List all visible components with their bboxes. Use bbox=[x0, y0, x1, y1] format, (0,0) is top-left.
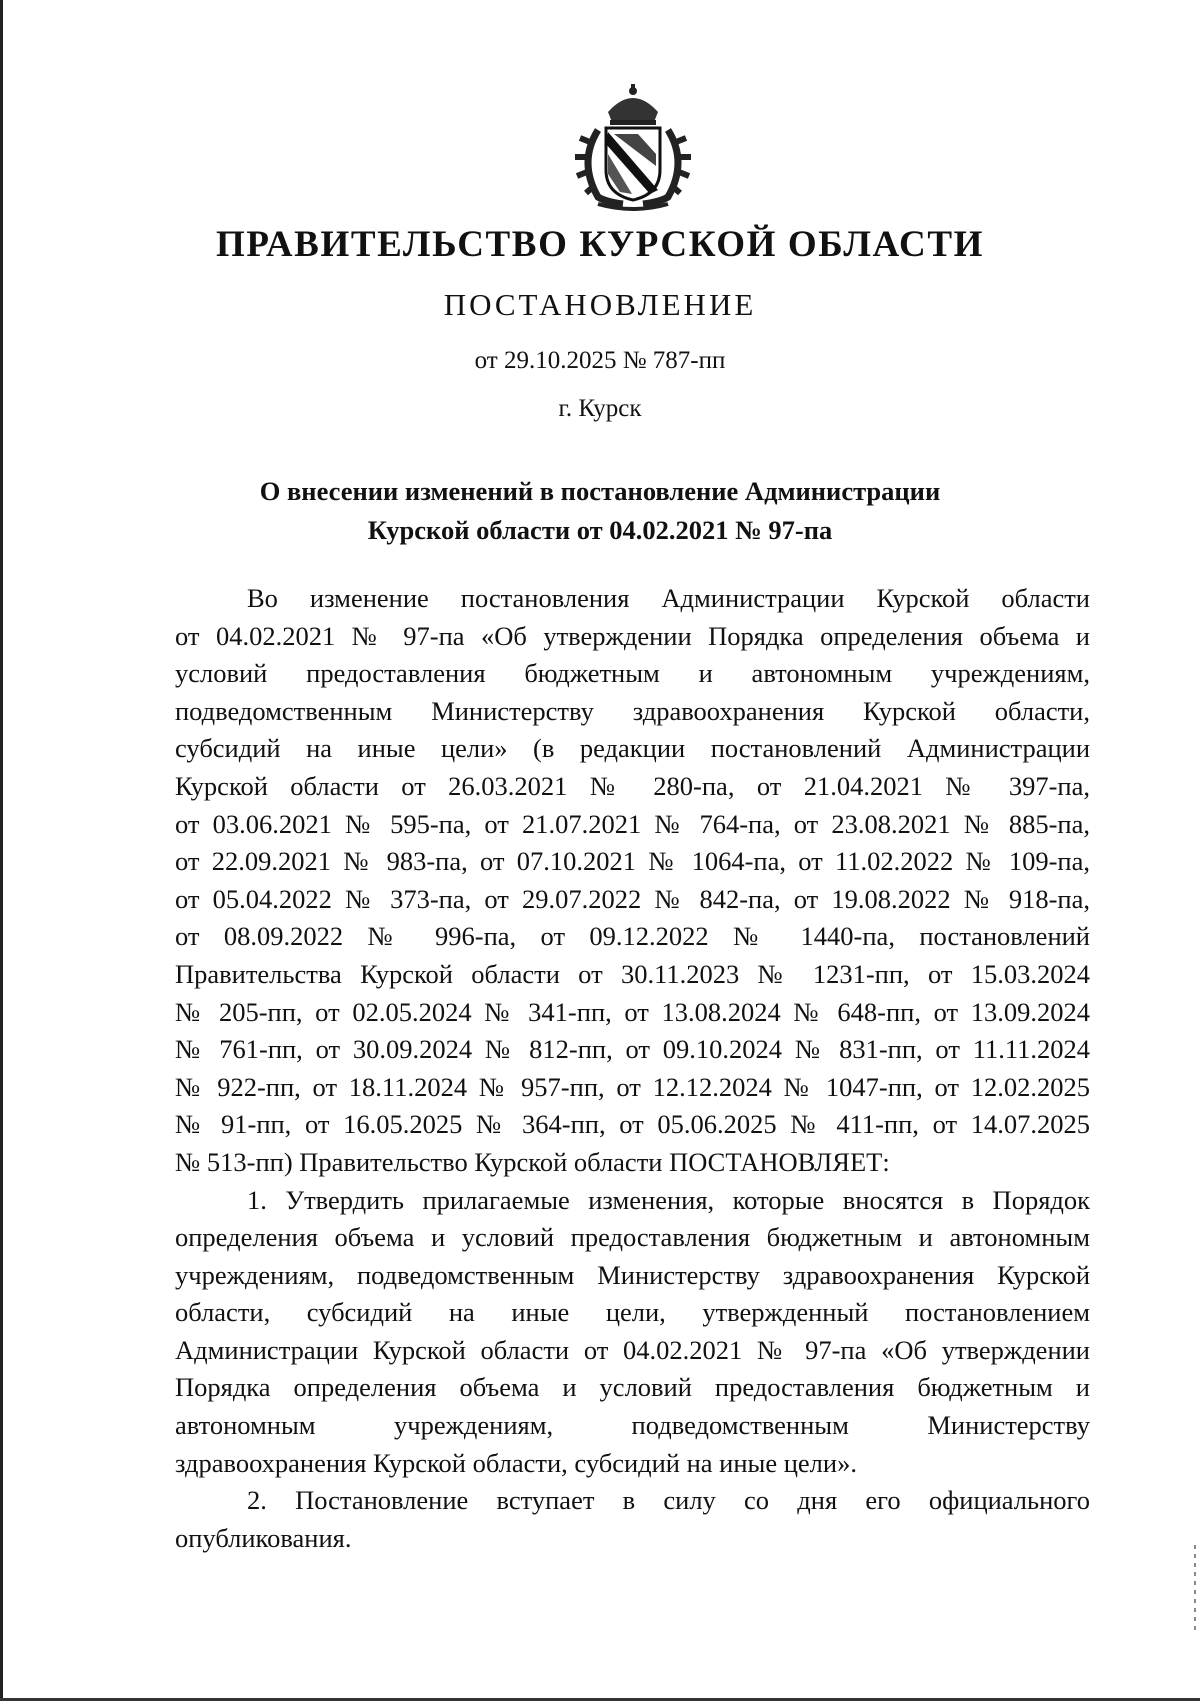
item-2-paragraph bbox=[175, 1482, 1090, 1557]
coat-of-arms-emblem-icon bbox=[568, 82, 698, 214]
text-line: Администрации Курской области от 04.02.2021 № 97-па «Об утверждении bbox=[175, 1334, 1090, 1365]
subject-line: О внесении изменений в постановление Администрации bbox=[259, 476, 941, 506]
item-1-paragraph bbox=[175, 1182, 1090, 1483]
text-line: определения объема и условий предоставления бюджетным и автономным bbox=[175, 1222, 1090, 1253]
text-line: подведомственным Министерству здравоохранения Курской области, bbox=[175, 695, 1090, 726]
text-line: от 22.09.2021 № 983-па, от 07.10.2021 № 1064-па, от 11.02.2022 № 109-па, bbox=[175, 846, 1090, 877]
text-line: условий предоставления бюджетным и автономным учреждениям, bbox=[175, 658, 1090, 689]
text-line: 1. Утвердить прилагаемые изменения, которые вносятся в Порядок bbox=[247, 1184, 1090, 1215]
preamble-paragraph bbox=[175, 580, 1090, 1182]
document-subject bbox=[200, 472, 1000, 550]
text-line: № 761-пп, от 30.09.2024 № 812-пп, от 09.10.2024 № 831-пп, от 11.11.2024 bbox=[175, 1034, 1090, 1065]
text-line: от 04.02.2021 № 97-па «Об утверждении Порядка определения объема и bbox=[175, 620, 1090, 651]
document-type: ПОСТАНОВЛЕНИЕ bbox=[443, 287, 757, 322]
text-line: опубликования. bbox=[175, 1522, 352, 1553]
organization-title: ПРАВИТЕЛЬСТВО КУРСКОЙ ОБЛАСТИ bbox=[216, 224, 984, 265]
scan-left-edge bbox=[0, 0, 3, 1701]
text-line: от 05.04.2022 № 373-па, от 29.07.2022 № 842-па, от 19.08.2022 № 918-па, bbox=[175, 883, 1090, 914]
document-body bbox=[175, 580, 1090, 1557]
text-line: 2. Постановление вступает в силу со дня его официального bbox=[247, 1485, 1090, 1516]
document-number-date: от 29.10.2025 № 787-пп bbox=[474, 347, 726, 374]
text-line: Порядка определения объема и условий предоставления бюджетным и bbox=[175, 1372, 1090, 1403]
text-line: № 91-пп, от 16.05.2025 № 364-пп, от 05.06.2025 № 411-пп, от 14.07.2025 bbox=[175, 1109, 1090, 1140]
text-line: № 205-пп, от 02.05.2024 № 341-пп, от 13.08.2024 № 648-пп, от 13.09.2024 bbox=[175, 996, 1090, 1027]
text-line: от 03.06.2021 № 595-па, от 21.07.2021 № 764-па, от 23.08.2021 № 885-па, bbox=[175, 808, 1090, 839]
text-line: Правительства Курской области от 30.11.2023 № 1231-пп, от 15.03.2024 bbox=[175, 958, 1090, 989]
text-line: здравоохранения Курской области, субсидий на иные цели». bbox=[175, 1447, 857, 1478]
scan-right-marks bbox=[1194, 1545, 1196, 1635]
text-line: № 513-пп) Правительство Курской области ПОСТАНОВЛЯЕТ: bbox=[175, 1146, 890, 1177]
text-line: области, субсидий на иные цели, утвержденный постановлением bbox=[175, 1297, 1090, 1328]
subject-line: Курской области от 04.02.2021 № 97-па bbox=[367, 515, 833, 545]
document-city: г. Курск bbox=[558, 395, 642, 422]
text-line: Курской области от 26.03.2021 № 280-па, от 21.04.2021 № 397-па, bbox=[175, 770, 1090, 801]
text-line: учреждениям, подведомственным Министерству здравоохранения Курской bbox=[175, 1259, 1090, 1290]
text-line: субсидий на иные цели» (в редакции постановлений Администрации bbox=[175, 733, 1090, 764]
text-line: № 922-пп, от 18.11.2024 № 957-пп, от 12.12.2024 № 1047-пп, от 12.02.2025 bbox=[175, 1071, 1090, 1102]
text-line: от 08.09.2022 № 996-па, от 09.12.2022 № 1440-па, постановлений bbox=[175, 921, 1090, 952]
text-line: автономным учреждениям, подведомственным Министерству bbox=[175, 1410, 1090, 1441]
text-line: Во изменение постановления Администрации Курской области bbox=[247, 583, 1090, 613]
